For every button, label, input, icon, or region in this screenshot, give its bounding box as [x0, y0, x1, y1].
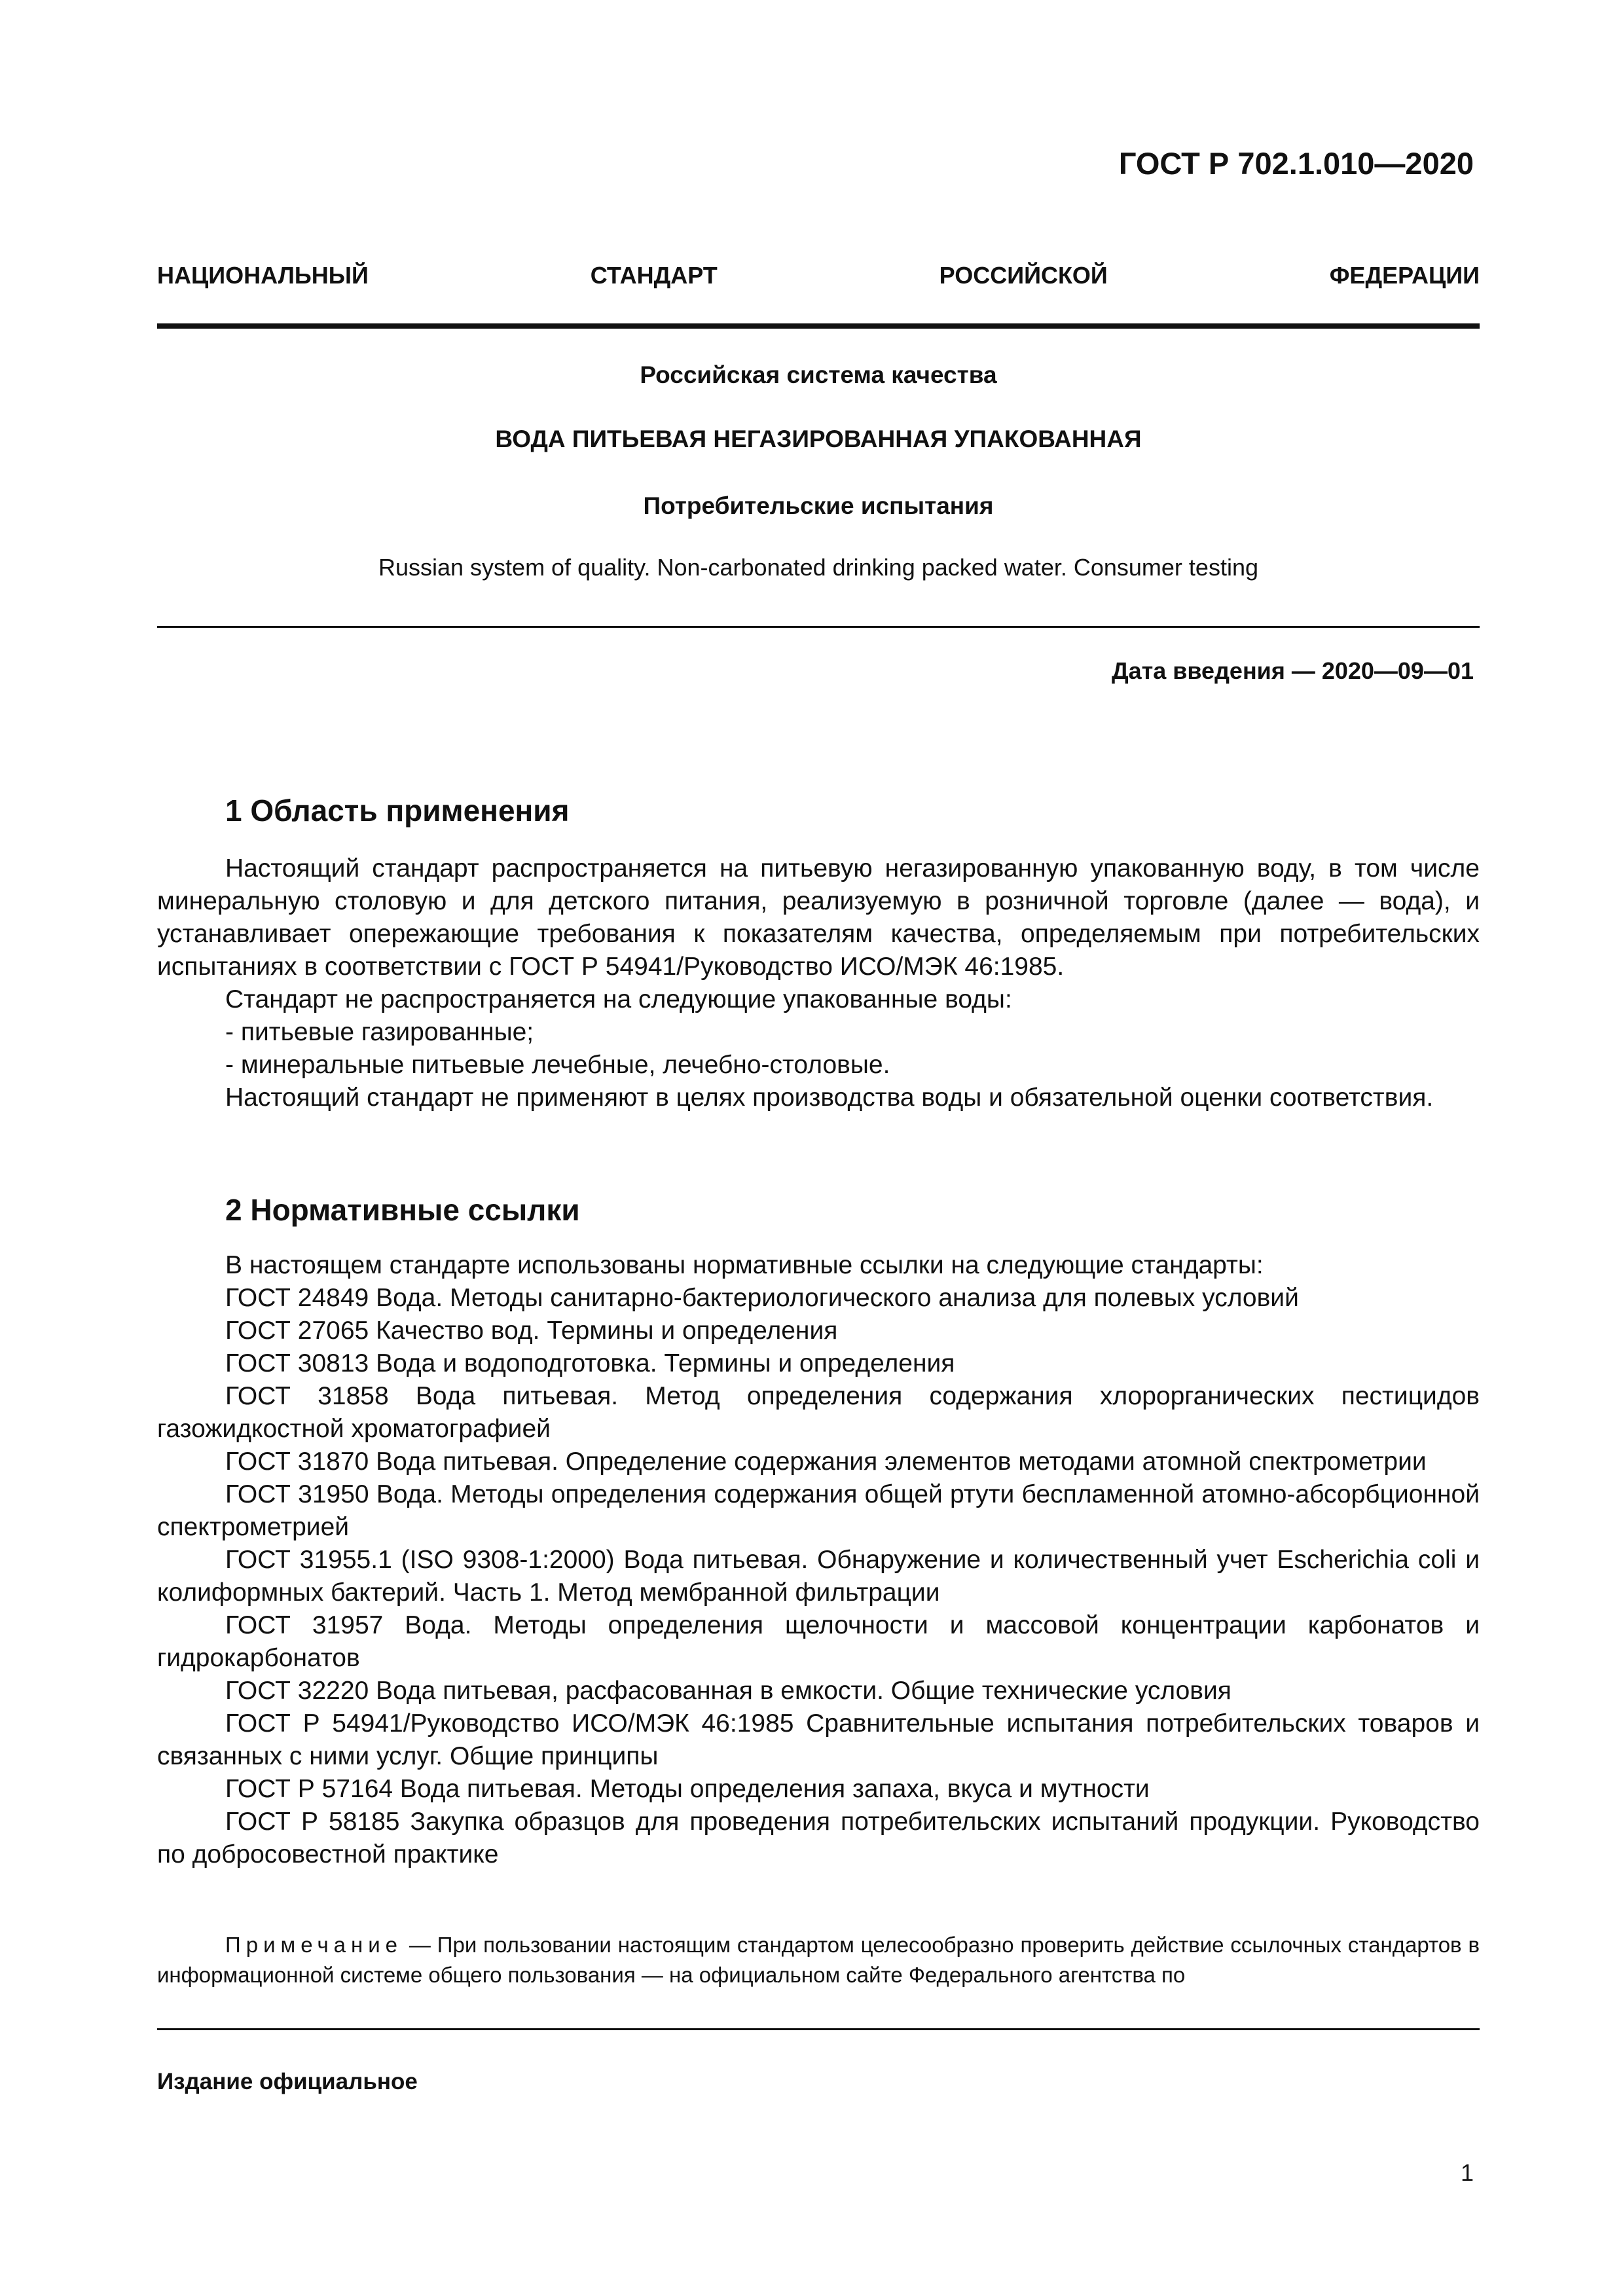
paragraph: Стандарт не распространяется на следующие упакованные воды:	[225, 985, 1012, 1013]
page-number: 1	[1460, 2159, 1474, 2186]
reference-item: ГОСТ 31955.1 (ISO 9308-1:2000) Вода питьевая. Обнаружение и количественный учет Escherichia coli и колиформных бактерий. Часть 1. Метод мембранной фильтрации	[157, 1546, 1480, 1607]
document-number: ГОСТ Р 702.1.010—2020	[1118, 146, 1474, 181]
paragraph: Настоящий стандарт распространяется на питьевую негазированную упакованную воду, в том числе минеральную столовую и для детского питания, реализуемую в розничной торговле (далее — вода), и устанавливает опережающие требования к показателям качества, определяемым при потребительских испытаниях в соответствии с ГОСТ Р 54941/Руководство ИСО/МЭК 46:1985.	[157, 854, 1480, 981]
document-title: ВОДА ПИТЬЕВАЯ НЕГАЗИРОВАННАЯ УПАКОВАННАЯ	[495, 426, 1142, 452]
reference-item: ГОСТ 27065 Качество вод. Термины и определения	[225, 1317, 838, 1345]
reference-item: ГОСТ 24849 Вода. Методы санитарно-бактериологического анализа для полевых условий	[225, 1284, 1299, 1312]
header-divider	[157, 323, 1480, 329]
section-2	[157, 1192, 1480, 1228]
paragraph: В настоящем стандарте использованы нормативные ссылки на следующие стандарты:	[225, 1251, 1264, 1279]
section-1-body	[157, 852, 1480, 1114]
quality-system-label: Российская система качества	[640, 361, 997, 388]
reference-item: ГОСТ 31858 Вода питьевая. Метод определения содержания хлорорганических пестицидов газожидкостной хроматографией	[157, 1382, 1480, 1443]
english-title: Russian system of quality. Non-carbonated drinking packed water. Consumer testing	[378, 554, 1258, 581]
national-standard-banner: НАЦИОНАЛЬНЫЙ СТАНДАРТ РОССИЙСКОЙ ФЕДЕРАЦИИ	[157, 262, 1480, 289]
note	[157, 1930, 1480, 1990]
section-2-body	[157, 1249, 1480, 1871]
reference-item: ГОСТ 31957 Вода. Методы определения щелочности и массовой концентрации карбонатов и гидрокарбонатов	[157, 1611, 1480, 1672]
footer-divider	[157, 2028, 1480, 2030]
paragraph: Настоящий стандарт не применяют в целях производства воды и обязательной оценки соответствия.	[225, 1084, 1434, 1112]
reference-item: ГОСТ 32220 Вода питьевая, расфасованная в емкости. Общие технические условия	[225, 1677, 1231, 1705]
reference-item: ГОСТ 31950 Вода. Методы определения содержания общей ртути беспламенной атомно-абсорбционной спектрометрией	[157, 1480, 1480, 1541]
reference-item: ГОСТ Р 54941/Руководство ИСО/МЭК 46:1985 Сравнительные испытания потребительских товаров и связанных с ними услуг. Общие принципы	[157, 1709, 1480, 1770]
introduction-date: Дата введения — 2020—09—01	[1111, 657, 1474, 684]
note-label: Примечание	[225, 1933, 403, 1957]
reference-item: ГОСТ 30813 Вода и водоподготовка. Термины и определения	[225, 1349, 955, 1377]
document-subtitle: Потребительские испытания	[643, 492, 994, 519]
reference-item: ГОСТ 31870 Вода питьевая. Определение содержания элементов методами атомной спектрометрии	[225, 1448, 1427, 1476]
section-1-heading: 1 Область применения	[225, 793, 570, 828]
section-1	[157, 792, 1480, 829]
reference-item: ГОСТ Р 58185 Закупка образцов для проведения потребительских испытаний продукции. Руководство по добросовестной практике	[157, 1808, 1480, 1868]
title-divider	[157, 626, 1480, 628]
note-text: — При пользовании настоящим стандартом целесообразно проверить действие ссылочных стандартов в информационной системе общего пользования — на официальном сайте Федерального агентства по	[157, 1933, 1480, 1987]
section-2-heading: 2 Нормативные ссылки	[225, 1193, 580, 1227]
reference-item: ГОСТ Р 57164 Вода питьевая. Методы определения запаха, вкуса и мутности	[225, 1775, 1150, 1803]
edition-label: Издание официальное	[157, 2069, 418, 2094]
list-item: - минеральные питьевые лечебные, лечебно-столовые.	[225, 1051, 890, 1079]
list-item: - питьевые газированные;	[225, 1018, 534, 1046]
